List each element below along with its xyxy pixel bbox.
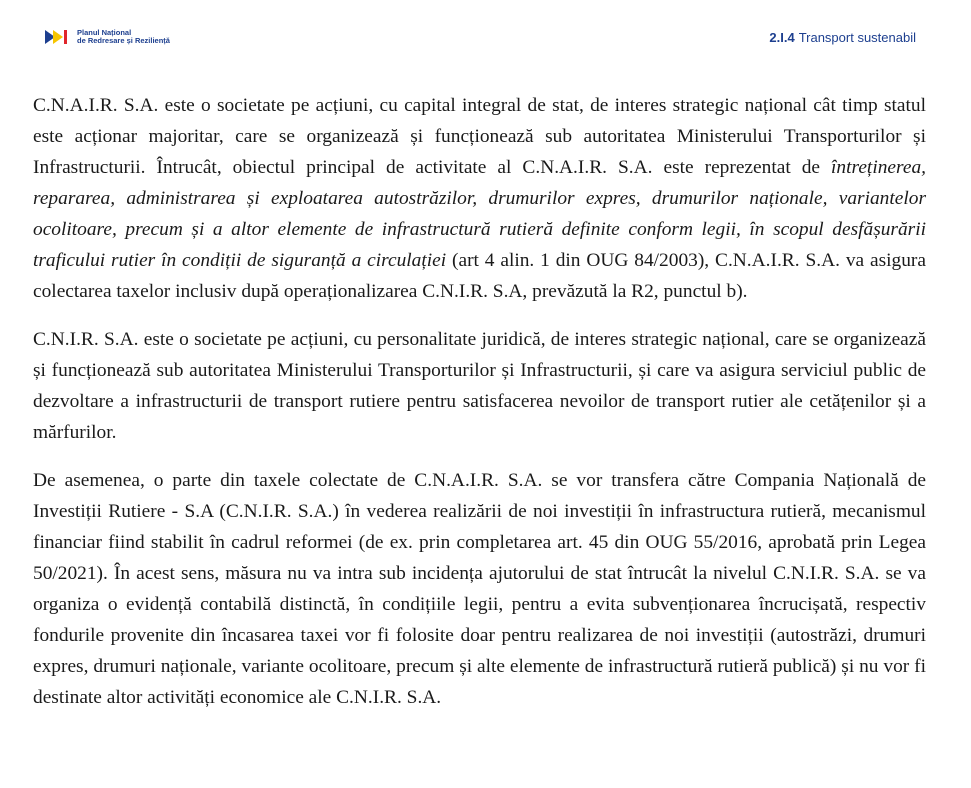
logo-line-2: de Redresare și Reziliență bbox=[77, 36, 170, 45]
paragraph-3: De asemenea, o parte din taxele colectate de C.N.A.I.R. S.A. se vor transfera către Compania Națională de Investiții Rutiere - S.A (C.N.I.R. S.A.) în vederea realizării de noi investiții în infrastructura rutieră, mecanismul financiar fiind stabilit în cadrul reformei (de ex. prin completarea art. 45 din OUG 55/2016, aprobată prin Legea 50/2021). În acest sens, măsura nu va intra sub incidența ajutorului de stat întrucât la nivelul C.N.I.R. S.A. se va organiza o evidență contabilă distinctă, în condițiile legii, pentru a evita subvenționarea încrucișată, respectiv fondurile provenite din încasarea taxei vor fi folosite doar pentru realizarea de noi investiții (autostrăzi, drumuri expres, drumuri naționale, variante ocolitoare, precum și alte elemente de infrastructură rutieră publică) și nu vor fi destinate altor activități economice ale C.N.I.R. S.A. bbox=[33, 470, 926, 708]
page-header bbox=[0, 0, 971, 70]
paragraph-1-italic: întreținerea, repararea, administrarea și exploatarea autostrăzilor, drumurilor expres, drumurilor naționale, variantelor ocolitoare, precum și a altor elemente de infrastructură rutieră definite conform legii, în scopul desfășurării traficului rutier în condiții de siguranță a circulației bbox=[33, 157, 926, 271]
pnrr-logo-icon bbox=[45, 28, 71, 46]
paragraph-1-text-b: (art 4 alin. 1 din OUG 84/2003), C.N.A.I.R. S.A. va asigura colectarea taxelor inclusiv după operaționalizarea C.N.I.R. S.A, prevăzută la R2, punctul b). bbox=[33, 250, 926, 302]
document-body bbox=[33, 90, 926, 730]
section-title: Transport sustenabil bbox=[798, 30, 916, 45]
logo-text bbox=[77, 29, 170, 45]
paragraph-2: C.N.I.R. S.A. este o societate pe acțiuni, cu personalitate juridică, de interes strategic național, care se organizează și funcționează sub autoritatea Ministerului Transporturilor și Infrastructurii, și care va asigura serviciul public de dezvoltare a infrastructurii de transport rutiere pentru satisfacerea nevoilor de transport rutier ale cetățenilor și a mărfurilor. bbox=[33, 329, 926, 443]
paragraph-1-text-a: C.N.A.I.R. S.A. este o societate pe acțiuni, cu capital integral de stat, de interes strategic național cât timp statul este acționar majoritar, care se organizează și funcționează sub autoritatea Ministerului Transporturilor și Infrastructurii. Întrucât, obiectul principal de activitate al C.N.A.I.R. S.A. este reprezentat de bbox=[33, 95, 926, 178]
logo-line-1: Planul Național bbox=[77, 28, 132, 37]
section-tag bbox=[769, 30, 916, 45]
pnrr-logo bbox=[45, 28, 170, 46]
paragraph-1 bbox=[33, 90, 926, 307]
section-number: 2.I.4 bbox=[769, 30, 795, 45]
